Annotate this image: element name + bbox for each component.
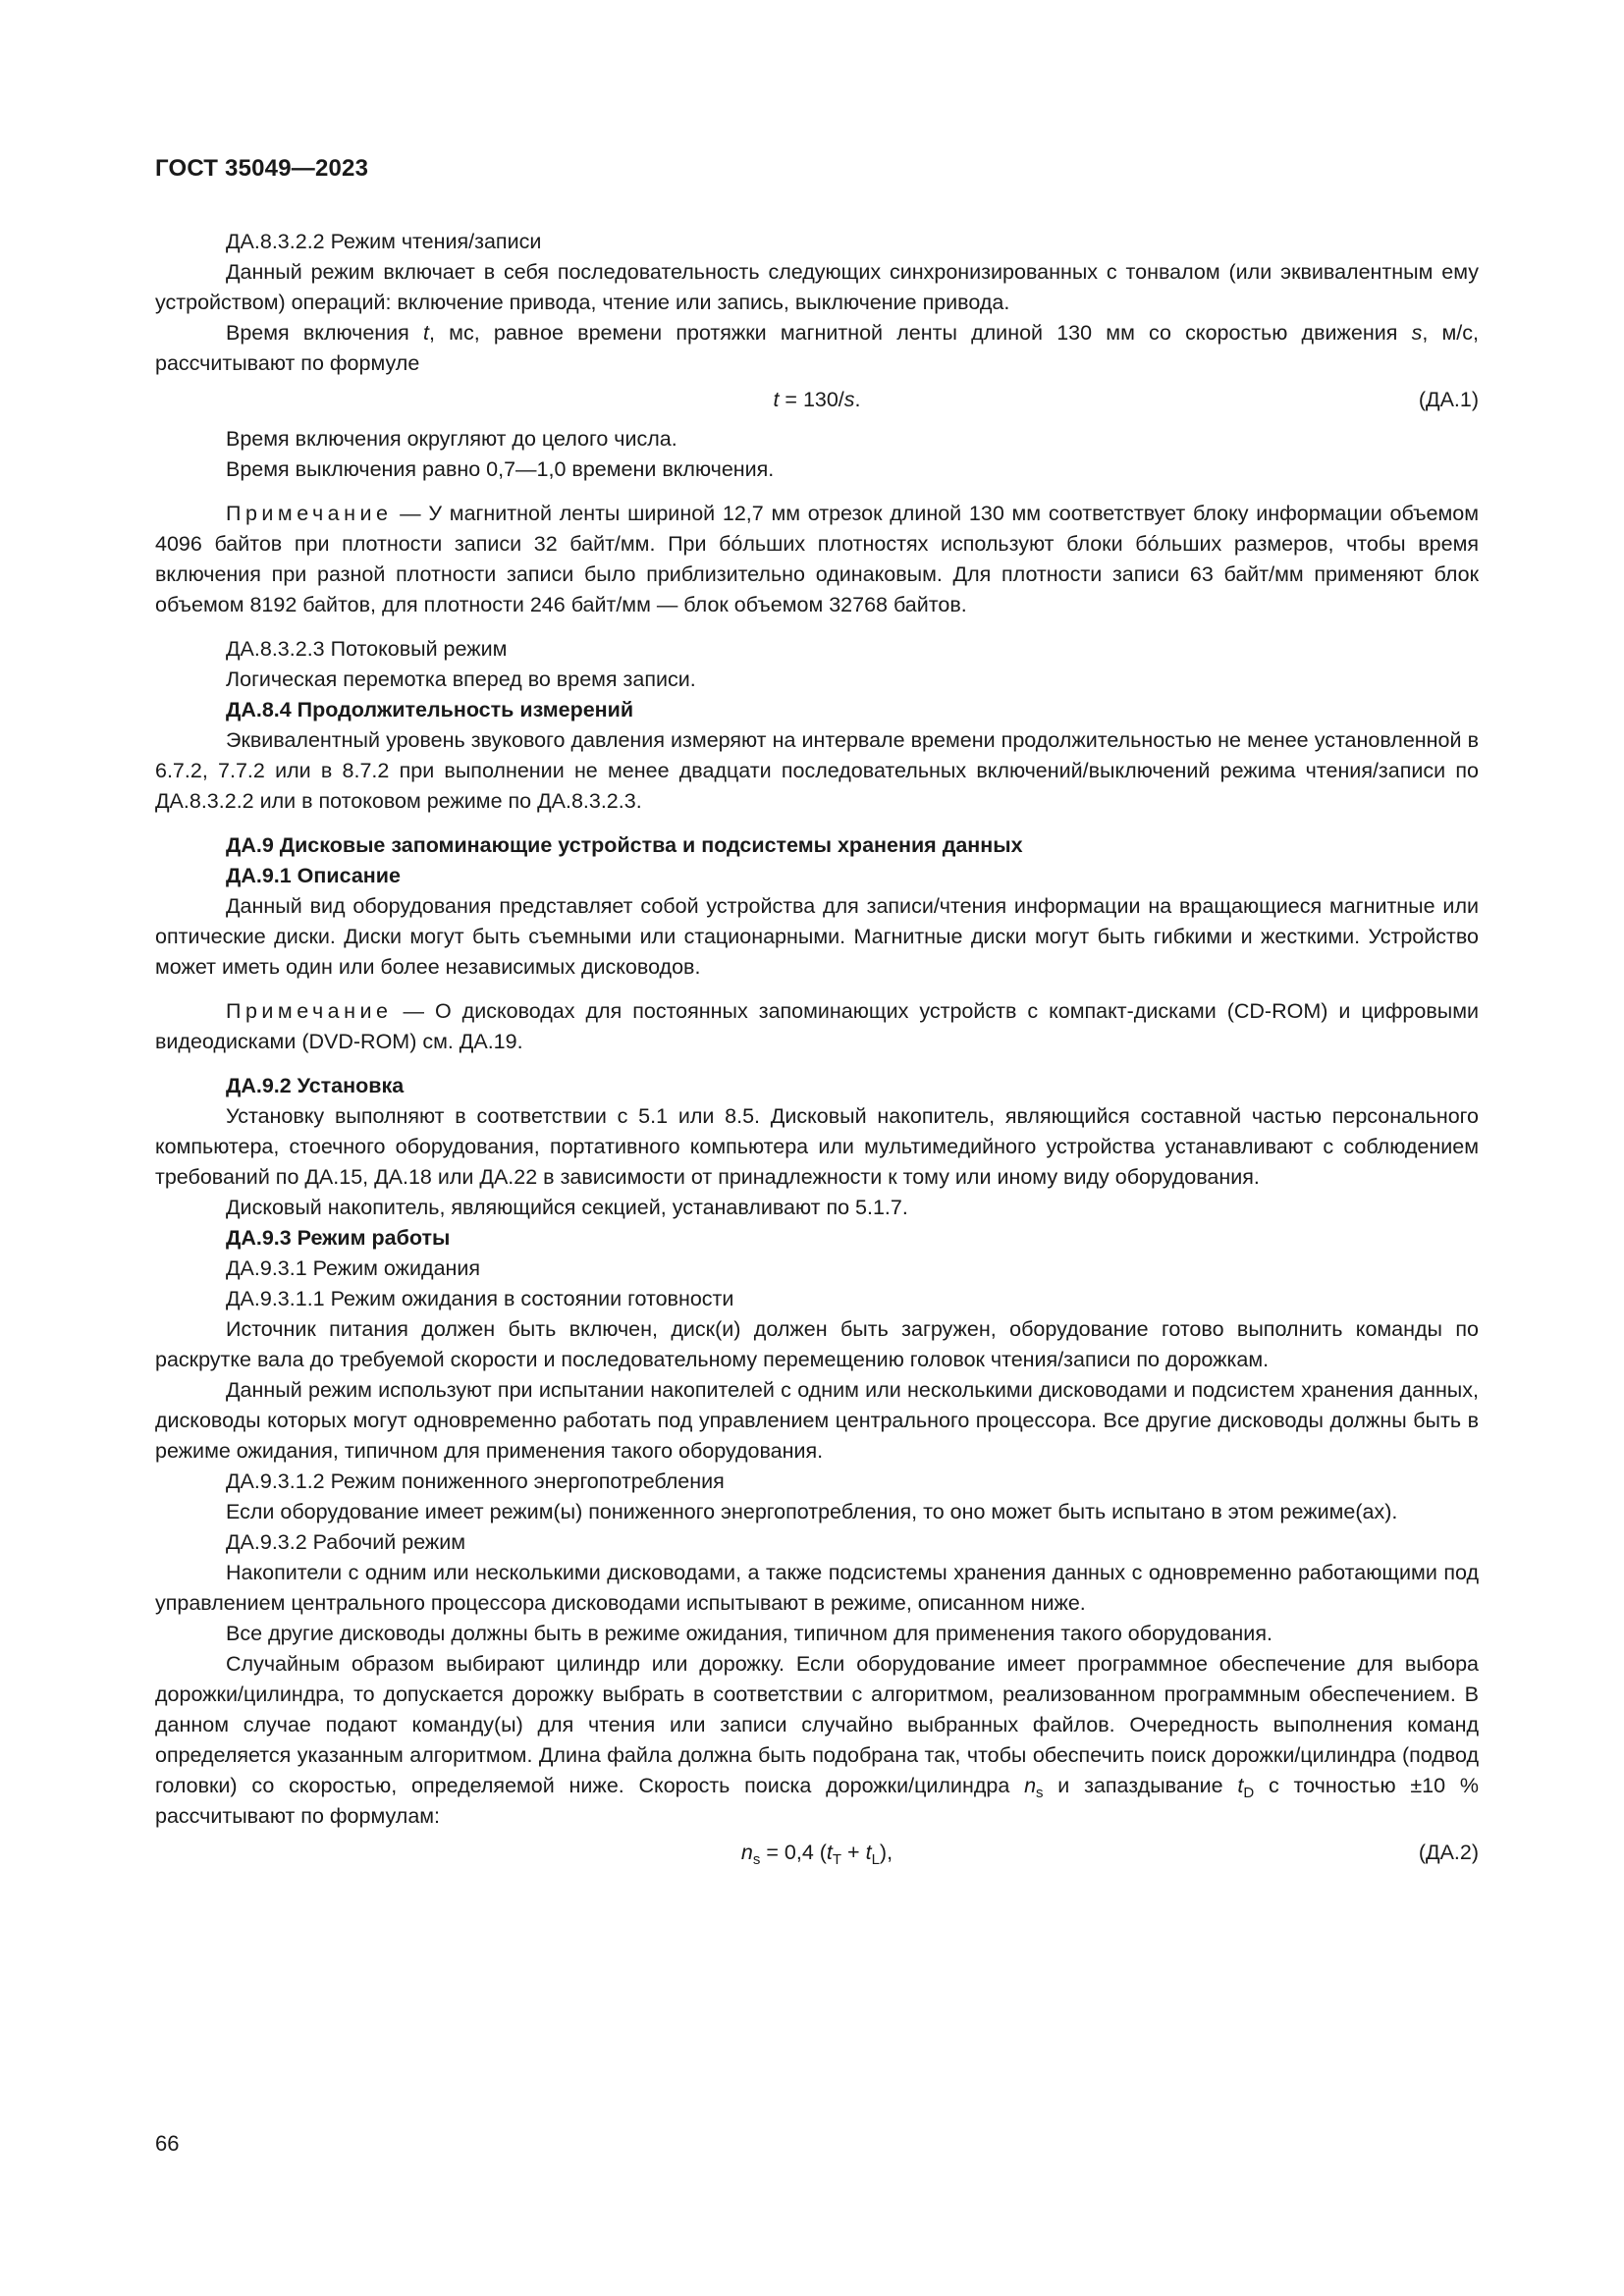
heading-da93: ДА.9.3 Режим работы [226, 1226, 451, 1250]
paragraph: Дисковый накопитель, являющийся секцией, устанавливают по 5.1.7. [226, 1196, 908, 1219]
heading-da91: ДА.9.1 Описание [226, 864, 401, 887]
paragraph: Эквивалентный уровень звукового давления измеряют на интервале времени продолжительностью не менее установленной в 6.7.2, 7.7.2 или в 8.7.2 при выполнении не менее двадцати последовательных включений/выключений режима чтения/записи по ДА.8.3.2.2 или в потоковом режиме по ДА.8.3.2.3. [155, 728, 1479, 813]
formula-expression: $n_s = 0,4$ $(t_T + t_L)$, [740, 1841, 893, 1868]
paragraph: Данный режим используют при испытании накопителей с одним или несколькими дисководами и подсистем хранения данных, дисководы которых могут одновременно работать под управлением центрального процессора. Все другие дисководы должны быть в режиме ожидания, типичном для применения такого оборудования. [155, 1378, 1479, 1463]
section-da931-title: ДА.9.3.1 Режим ожидания [226, 1256, 481, 1280]
document-header: ГОСТ 35049—2023 [155, 155, 369, 182]
paragraph: Случайным образом выбирают цилиндр или дорожку. Если оборудование имеет программное обеспечение для выбора дорожки/цилиндра, то допускается дорожку выбрать в соответствии с алгоритмом, реализованном программным обеспечением. В данном случае подают команду(ы) для чтения или записи случайно выбранных файлов. Очередность выполнения команд определяется указанным алгоритмом. Длина файла должна быть подобрана так, чтобы обеспечить поиск дорожки/цилиндра (подвод головки) со скоростью, определяемой ниже. Скорость поиска дорожки/цилиндра $n_s$ и запаздывание $t_D$ с точностью ±10 % рассчитывают по формулам: [155, 1652, 1479, 1828]
section-da8322-title: ДА.8.3.2.2 Режим чтения/записи [226, 230, 542, 253]
heading-da92: ДА.9.2 Установка [226, 1074, 405, 1097]
heading-da9: ДА.9 Дисковые запоминающие устройства и подсистемы хранения данных [226, 833, 1023, 857]
document-body [155, 227, 1479, 1877]
paragraph: Если оборудование имеет режим(ы) пониженного энергопотребления, то оно может быть испытано в этом режиме(ах). [226, 1500, 1398, 1523]
paragraph: Данный вид оборудования представляет собой устройства для записи/чтения информации на вращающиеся магнитные или оптические диски. Диски могут быть съемными или стационарными. Магнитные диски могут быть гибкими и жесткими. Устройство может иметь один или более независимых дисководов. [155, 894, 1479, 979]
formula-da1 [155, 381, 1479, 418]
paragraph: Время включения t, мс, равное времени протяжки магнитной ленты длиной 130 мм со скоростью движения s, м/с, рассчитывают по формуле [155, 321, 1479, 375]
note-label: Примечание [226, 999, 393, 1023]
page-number: 66 [155, 2131, 180, 2156]
paragraph: Накопители с одним или несколькими дисководами, а также подсистемы хранения данных с одновременно работающими под управлением центрального процессора дисководами испытывают в режиме, описанном ниже. [155, 1561, 1479, 1615]
formula-number: (ДА.1) [1418, 388, 1479, 411]
section-da932-title: ДА.9.3.2 Рабочий режим [226, 1530, 466, 1554]
paragraph: Все другие дисководы должны быть в режиме ожидания, типичном для применения такого оборудования. [226, 1622, 1272, 1645]
formula-number: (ДА.2) [1418, 1841, 1479, 1864]
paragraph: Данный режим включает в себя последовательность следующих синхронизированных с тонвалом (или эквивалентным ему устройством) операций: включение привода, чтение или запись, выключение привода. [155, 260, 1479, 314]
heading-da84: ДА.8.4 Продолжительность измерений [226, 698, 634, 721]
section-da8323-title: ДА.8.3.2.3 Потоковый режим [226, 637, 508, 661]
note-2: Примечание — О дисководах для постоянных запоминающих устройств с компакт-дисками (CD-ROM) и цифровыми видеодисками (DVD-ROM) см. ДА.19. [155, 999, 1479, 1053]
paragraph: Время выключения равно 0,7—1,0 времени включения. [226, 457, 775, 481]
note-label: Примечание [226, 502, 393, 525]
formula-expression: t = 130/s. [773, 388, 861, 411]
paragraph: Время включения округляют до целого числа. [226, 427, 677, 451]
formula-da2 [155, 1834, 1479, 1871]
section-da9311-title: ДА.9.3.1.1 Режим ожидания в состоянии готовности [226, 1287, 734, 1310]
paragraph: Источник питания должен быть включен, диск(и) должен быть загружен, оборудование готово выполнить команды по раскрутке вала до требуемой скорости и последовательному перемещению головок чтения/записи по дорожкам. [155, 1317, 1479, 1371]
note-1: Примечание — У магнитной ленты шириной 12,7 мм отрезок длиной 130 мм соответствует блоку информации объемом 4096 байтов при плотности записи 32 байт/мм. При бóльших плотностях используют блоки бóльших размеров, чтобы время включения при разной плотности записи было приблизительно одинаковым. Для плотности записи 63 байт/мм применяют блок объемом 8192 байтов, для плотности 246 байт/мм — блок объемом 32768 байтов. [155, 502, 1479, 616]
paragraph: Установку выполняют в соответствии с 5.1 или 8.5. Дисковый накопитель, являющийся составной частью персонального компьютера, стоечного оборудования, портативного компьютера или мультимедийного устройства устанавливают с соблюдением требований по ДА.15, ДА.18 или ДА.22 в зависимости от принадлежности к тому или иному виду оборудования. [155, 1104, 1479, 1189]
paragraph: Логическая перемотка вперед во время записи. [226, 667, 696, 691]
section-da9312-title: ДА.9.3.1.2 Режим пониженного энергопотребления [226, 1469, 725, 1493]
